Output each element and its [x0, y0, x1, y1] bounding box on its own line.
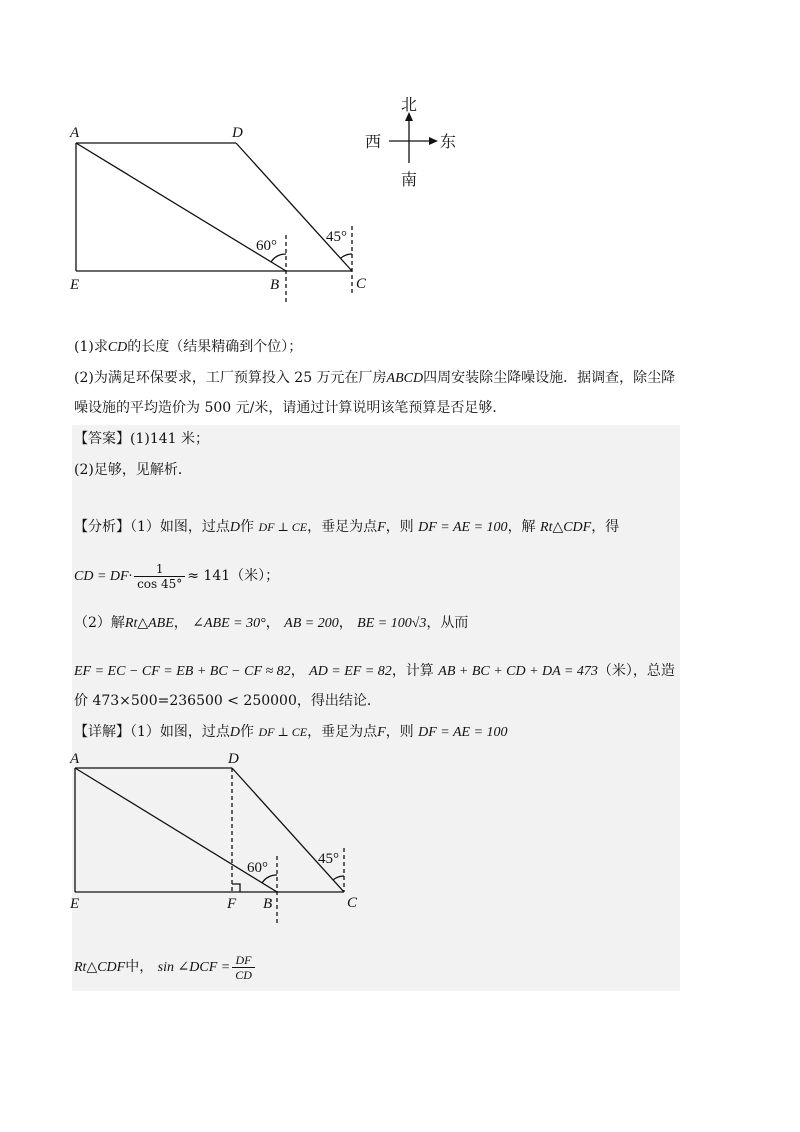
figure-1 — [60, 115, 380, 315]
answer-line-1: 【答案】(1)141 米； — [74, 431, 210, 447]
fig2-arc-c — [333, 876, 344, 880]
fraction-df-over-cd: $\frac{DF}{CD}$ — [232, 953, 255, 982]
compass-north: 北 — [401, 95, 418, 114]
fig1-angle-c: 45° — [326, 229, 347, 245]
analysis-line-3: （2）解Rt△ABE， ∠ABE = 30°， AB = 200， BE = 100√3，从而 — [74, 615, 469, 631]
analysis-line-2: CD = DF· $\frac{1}{\cos 45^\circ}$ ≈ 141（米）； — [74, 561, 280, 591]
fig1-arc-b — [271, 254, 286, 262]
fraction-one-over-cos45: $\frac{1}{\cos 45^\circ}$ — [134, 562, 185, 591]
analysis-line-1: 【分析】（1）如图，过点D作 DF ⊥ CE，垂足为点F，则 DF = AE = 100，解 Rt△CDF，得 — [74, 519, 620, 535]
fig1-angle-b: 60° — [256, 238, 277, 254]
question-1: (1)求CD的长度（结果精确到个位）； — [74, 339, 303, 355]
fig2-angle-c: 45° — [318, 851, 339, 867]
fig2-right-angle — [232, 884, 240, 892]
fig1-label-c: C — [356, 276, 367, 292]
fig2-arc-b — [262, 875, 277, 883]
fig1-label-d: D — [232, 125, 243, 141]
compass-west: 西 — [365, 132, 382, 151]
fig1-label-e: E — [70, 277, 80, 293]
question-2-line-2: 噪设施的平均造价为 500 元/米，请通过计算说明该笔预算是否足够． — [74, 400, 507, 416]
fig2-label-b: B — [263, 896, 273, 912]
detail-line-1: 【详解】（1）如图，过点D作 DF ⊥ CE，垂足为点F，则 DF = AE = 100 — [74, 724, 508, 740]
fig1-label-b: B — [270, 277, 280, 293]
compass-south: 南 — [401, 170, 418, 189]
compass-east: 东 — [440, 132, 457, 151]
fig1-arc-c — [341, 254, 352, 258]
fig2-label-a: A — [70, 751, 80, 767]
fig2-label-e: E — [70, 896, 80, 912]
fig2-angle-b: 60° — [247, 860, 268, 876]
fig2-label-f: F — [227, 896, 237, 912]
analysis-line-5: 价 473×500=236500 < 250000，得出结论． — [74, 693, 381, 709]
answer-line-2: (2)足够，见解析． — [74, 462, 192, 478]
figure-2 — [60, 748, 380, 928]
fig2-label-c: C — [347, 895, 358, 911]
detail-line-2: Rt△CDF中， sin ∠DCF = $\frac{DF}{CD}$ — [74, 950, 257, 985]
east-arrow-icon — [429, 137, 438, 145]
fig1-edge-ab — [76, 143, 286, 271]
question-2: (2)为满足环保要求，工厂预算投入 25 万元在厂房ABCD四周安装除尘降噪设施．据调查，除尘降 — [74, 370, 676, 386]
fig2-label-d: D — [228, 751, 239, 767]
compass — [360, 92, 460, 192]
fig1-label-a: A — [70, 125, 80, 141]
analysis-line-4: EF = EC − CF = EB + BC − CF ≈ 82， AD = EF = 82，计算 AB + BC + CD + DA = 473（米），总造 — [74, 663, 675, 679]
